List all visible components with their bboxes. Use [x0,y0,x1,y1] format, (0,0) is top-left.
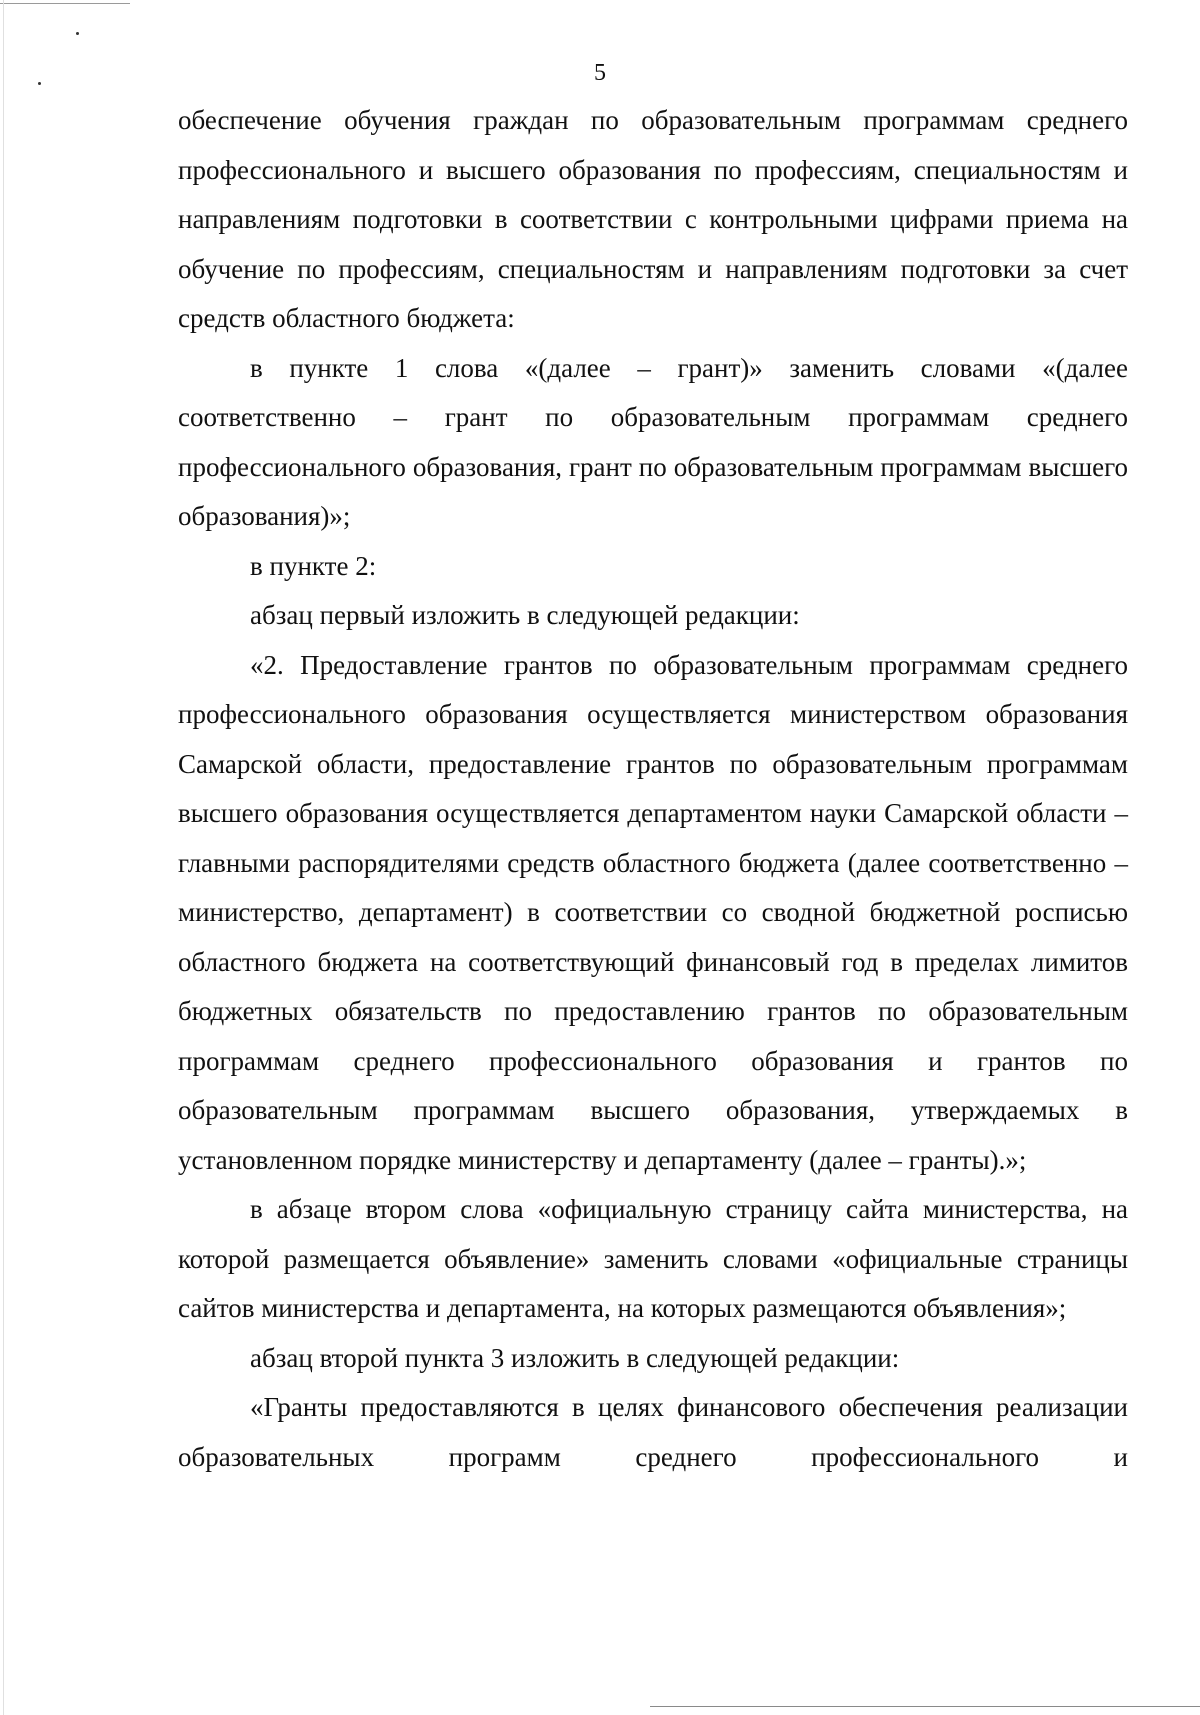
paragraph: абзац первый изложить в следующей редакции: [250,600,800,630]
paragraph: в пункте 1 слова «(далее – грант)» заменить словами «(далее соответственно – грант по образовательным программам среднего профессионального образования, грант по образовательным программам высшего образования)»; [178,352,1128,531]
paragraph: абзац второй пункта 3 изложить в следующей редакции: [250,1342,900,1373]
scan-speck [76,32,79,35]
page-number: 5 [594,60,606,86]
scan-edge-top [0,3,130,4]
paragraph: обеспечение обучения граждан по образовательным программам среднего профессионального и высшего образования по профессиям, специальностям и направлениям подготовки в соответствии с контрольными цифрами приема на обучение по профессиям, специальностям и направлениям подготовки за счет средств областного бюджета: [178,105,1128,333]
paragraph-continued: «Гранты предоставляются в целях финансового обеспечения реализации образовательных программ среднего профессионального и [178,1392,1128,1472]
scan-edge-left [3,0,4,1715]
document-body [178,96,1128,1482]
paragraph: в абзаце втором слова «официальную страницу сайта министерства, на которой размещается объявление» заменить словами «официальные страницы сайтов министерства и департамента, на которых размещаются объявления»; [178,1194,1128,1323]
scan-edge-bottom [650,1706,1200,1707]
paragraph: в пункте 2: [250,550,377,581]
paragraph: «2. Предоставление грантов по образовательным программам среднего профессионального образования осуществляется министерством образования Самарской области, предоставление грантов по образовательным программам высшего образования осуществляется департаментом науки Самарской области – главными распорядителями средств областного бюджета (далее соответственно – министерство, департамент) в соответствии со сводной бюджетной росписью областного бюджета на соответствующий финансовый год в пределах лимитов бюджетных обязательств по предоставлению грантов по образовательным программам среднего профессионального образования и грантов по образовательным программам высшего образования, утверждаемых в установленном порядке министерству и департаменту (далее – гранты).»; [178,649,1128,1175]
